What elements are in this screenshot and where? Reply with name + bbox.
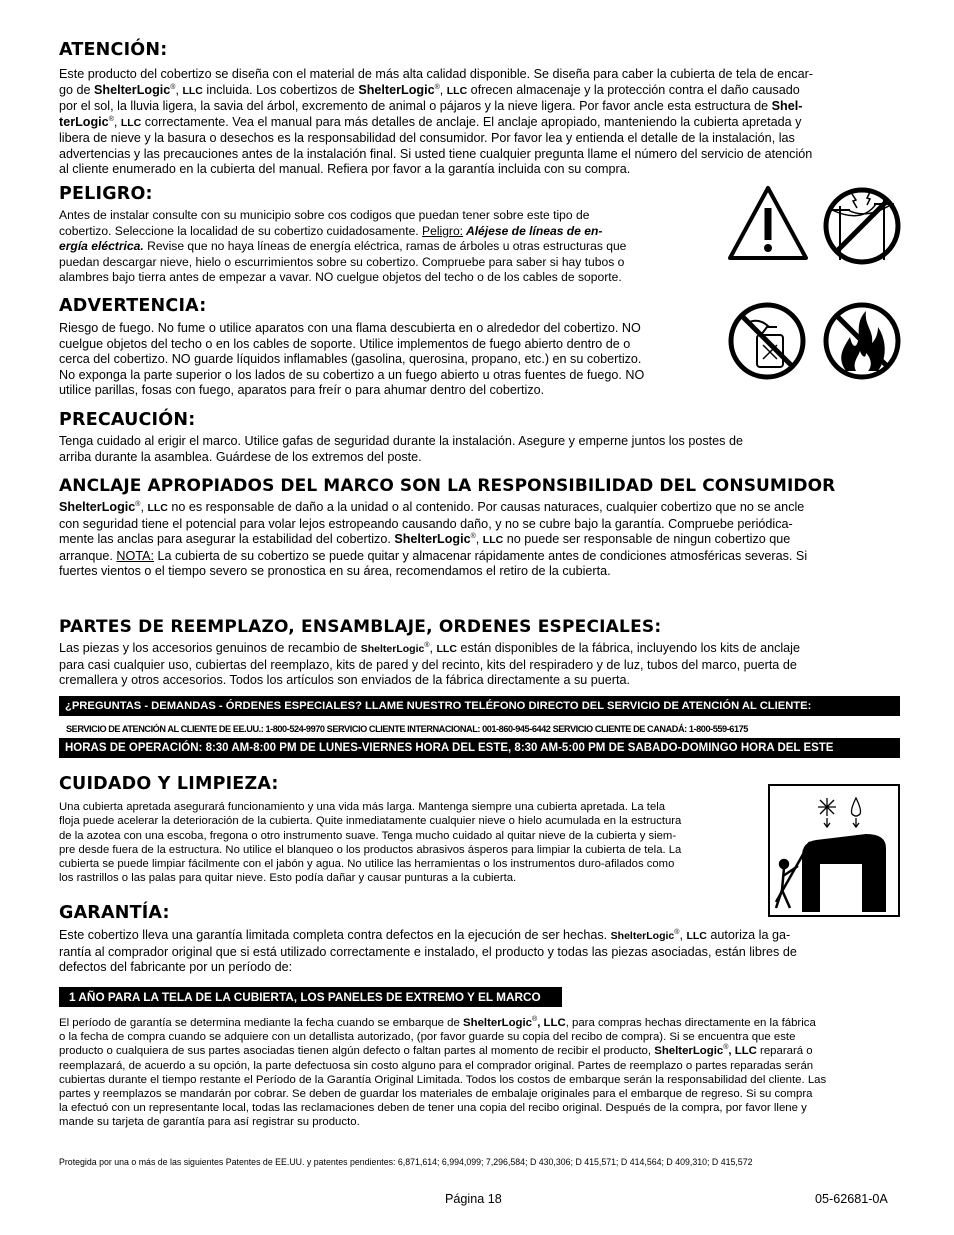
partes-text: Las piezas y los accesorios genuinos de recambio de ShelterLogic®, LLC están disponibles de la fábrica, incluyendo los kits de anclaje para casi cualquier uso, cubiertas del reemplazo, kits de pared y del recinto, kits del respiradero y de luz, tubos del marco, puerta de cremallera y otros accesorios. Todos los artículos son enviados de la fábrica directamente a su puerta. (59, 641, 800, 687)
atencion-text: Este producto del cobertizo se diseña con el material de más alta calidad disponible. Se diseña para caber la cubierta de tela de encar- go de ShelterLogic®, LLC incluida. Los cobertizos de ShelterLogic®, LLC ofrecen almacenaje y la protección contra el daño causado por el sol, la lluvia ligera, la savia del árbol, excremento de animal o pájaros y la nieve ligera. Por favor ancle esta estructura de Shel- terLogic®, LLC correctamente. Vea el manual para más detalles de anclaje. El anclaje apropiado, manteniendo la cubierta apretada y libera de nieve y la basura o desechos es la responsabilidad del consumidor. Por favor lea y entienda el detalle de la instalación, las advertencias y las precauciones antes de la instalación final. Si usted tiene cualquier pregunta llame el número del servicio de atención al cliente enumerado en la cubierta del manual. Refiera por favor a la garantía incluida con su compra. (59, 67, 813, 176)
snow-removal-icon (768, 784, 900, 917)
no-power-lines-icon (822, 186, 902, 266)
atencion-heading: ATENCIÓN: (59, 40, 168, 60)
warning-triangle-icon (726, 184, 810, 262)
warranty-bar: 1 AÑO PARA LA TELA DE LA CUBIERTA, LOS PANELES DE EXTREMO Y EL MARCO (59, 987, 562, 1007)
patent-notice: Protegida por una o más de las siguientes Patentes de EE.UU. y patentes pendientes: 6,871,614; 6,994,099; 7,296,584; D 430,306; D 415,571; D 414,564; D 409,310; D 415,572 (59, 1157, 753, 1167)
anclaje-text: ShelterLogic®, LLC no es responsable de daño a la unidad o al contenido. Por causas naturaces, cualquier cobertizo que no se ancle con seguridad tiene el potencial para volar lejos estropeando causando daño, y no se cubre bajo la garantía. Compruebe periódica- mente las anclas para asegurar la estabilidad del cobertizo. ShelterLogic®, LLC no puede ser responsable de ningun cobertizo que arranque. NOTA: La cubierta de su cobertizo se puede quitar y almacenar rápidamente antes de condiciones atmosféricas severas. Si fuertes vientos o el tiempo severo se pronostica en su área, recomendamos el retiro de la cubierta. (59, 500, 808, 578)
no-gasoline-icon (727, 301, 807, 381)
document-code: 05-62681-0A (815, 1192, 888, 1206)
advertencia-heading: ADVERTENCIA: (59, 296, 207, 316)
hours-bar: HORAS DE OPERACIÓN: 8:30 AM-8:00 PM DE LUNES-VIERNES HORA DEL ESTE, 8:30 AM-5:00 PM DE SABADO-DOMINGO HORA DEL ESTE (59, 738, 900, 758)
service-numbers: SERVICIO DE ATENCIÓN AL CLIENTE DE EE.UU.: 1-800-524-9970 SERVICIO CLIENTE INTERNACIONAL: 001-860-945-6442 SERVICIO CLIENTE DE CANADÁ: 1-800-559-6175 (66, 724, 748, 734)
page-number: Página 18 (445, 1192, 502, 1206)
garantia-text: Este cobertizo lleva una garantía limitada completa contra defectos en la ejecución de ser hechas. ShelterLogic®, LLC autoriza la ga- rantía al comprador original que si está utilizado correctamente e instalado, el producto y todas las piezas asociadas, están libres de defectos del fabricante por un período de: (59, 928, 797, 974)
cuidado-text: Una cubierta apretada asegurará funcionamiento y una vida más larga. Mantenga siempre una cubierta apretada. La tela floja puede acelerar la deterioración de la cubierta. Quite inmediatamente cualquier nieve o hielo acumulada en la estructura de la azotea con una escoba, fregona o otro instrumento suave. Tenga mucho cuidado al quitar nieve de la cubierta y siem- pre desde fuera de la estructura. No utilice el blanqueo o los productos abrasivos ásperos para limpiar la cubierta de tela. La cubierta se puede limpiar fácilmente con el jabón y agua. No utilice las herramientas o los instrumentos duro-afilados como los rastrillos o las palas para quitar nieve. Esto podía dañar y causar punturas a la cubierta. (59, 801, 682, 885)
cuidado-heading: CUIDADO Y LIMPIEZA: (59, 774, 279, 794)
peligro-heading: PELIGRO: (59, 184, 153, 204)
warranty-details: El período de garantía se determina mediante la fecha cuando se embarque de ShelterLogic®, LLC, para compras hechas directamente en la fábrica o la fecha de compra cuando se adquiere con un detallista autorizado, (por favor guarde su copia del recibo de compra). Si se encuentra que este producto o cualquiera de sus partes asociadas tienen algún defecto o faltan partes al momento de recibir el producto, ShelterLogic®, LLC reparará o reemplazará, de acuerdo a su opción, la parte defectuosa sin costo alguno para el comprador original. Partes de reemplazo o partes reparadas serán cubiertas durante el tiempo restante el Período de la Garantía Original Limitada. Todos los costos de embarque serán la responsabilidad del cliente. Las partes y reemplazos se mandarán por cobrar. Se deben de guardar los materiales de embalaje originales para el embarque de regreso. Si su compra la efectuó con un representante local, todas las reclamaciones deben de tener una copia del recibo original. Después de la compra, por favor llene y mande su tarjeta de garantía para así registrar su producto. (59, 1016, 827, 1129)
precaucion-text: Tenga cuidado al erigir el marco. Utilice gafas de seguridad durante la instalación. Asegure y emperne juntos los postes de arriba durante la asamblea. Guárdese de los extremos del poste. (59, 434, 743, 464)
partes-heading: PARTES DE REEMPLAZO, ENSAMBLAJE, ORDENES ESPECIALES: (59, 617, 662, 637)
garantia-heading: GARANTÍA: (59, 903, 170, 923)
advertencia-text: Riesgo de fuego. No fume o utilice aparatos con una flama descubierta en o alrededor del cobertizo. NO cuelgue objetos del techo o en los cables de soporte. Utilice implementos de fuego abierto dentro de o cerca del cobertizo. NO guarde líquidos inflamables (gasolina, querosina, propano, etc.) en su cobertizo. No exponga la parte superior o los lados de su cobertizo a un fuego abierto u otras fuentes de fuego. NO utilice parillas, fosas con fuego, aparatos para freír o para ahumar dentro del cobertizo. (59, 321, 645, 397)
no-fire-icon (822, 301, 902, 381)
precaucion-heading: PRECAUCIÓN: (59, 410, 196, 430)
peligro-text: Antes de instalar consulte con su municipio sobre cos codigos que puedan tener sobre este tipo de cobertizo. Seleccione la localidad de su cobertizo cuidadosamente. Peligro: Aléjese de líneas de en- ergía eléctrica. Revise que no haya líneas de energía eléctrica, ramas de árboles u otras estructuras que puedan descargar nieve, hielo o escurrimientos sobre su cobertizo. Compruebe para saber si hay tubos o alambres bajo tierra antes de empezar a vavar. NO cuelgue objetos del techo o de los cables de soporte. (59, 208, 627, 284)
anclaje-heading: ANCLAJE APROPIADOS DEL MARCO SON LA RESPONSIBILIDAD DEL CONSUMIDOR (59, 476, 836, 496)
questions-bar: ¿PREGUNTAS - DEMANDAS - ÓRDENES ESPECIALES? LLAME NUESTRO TELÉFONO DIRECTO DEL SERVICIO DE ATENCIÓN AL CLIENTE: (59, 696, 900, 716)
